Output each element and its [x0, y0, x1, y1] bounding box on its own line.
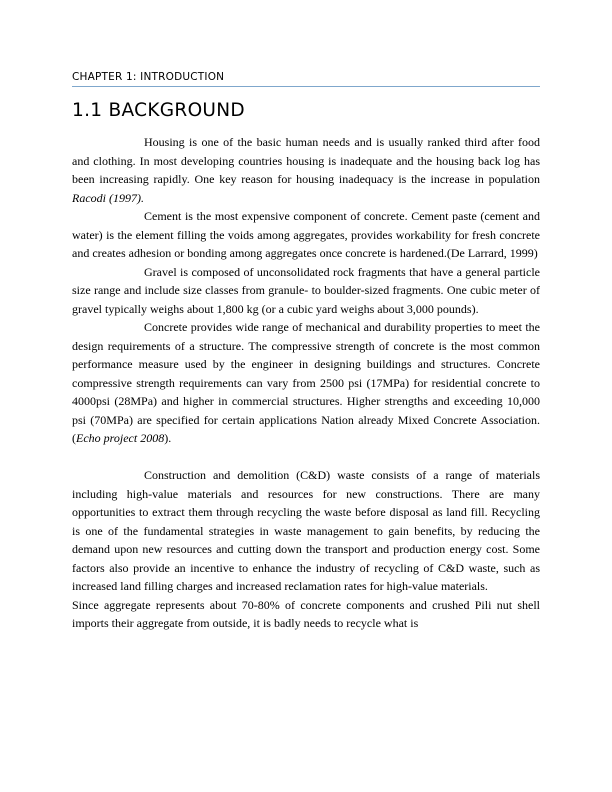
citation-racodi: Racodi (1997). — [72, 190, 144, 205]
chapter-label: CHAPTER 1: INTRODUCTION — [72, 71, 225, 83]
paragraph-housing-text: Housing is one of the basic human needs and is usually ranked third after food and clothing. In most developing countries housing is inadequate and the housing back log has been increasing rapidly. One key reason for housing inadequacy is the increase in population — [72, 135, 540, 186]
paragraph-concrete-text: Concrete provides wide range of mechanical and durability properties to meet the design requirements of a structure. The compressive strength of concrete is the most common performance measure used by the engineer in designing buildings and structures. Concrete compressive strength requirements can vary from 2500 psi (17MPa) for residential concrete to 4000psi (28MPa) and higher in commercial structures. Higher strengths and exceeding 10,000 psi (70MPa) are specified for certain applications Nation already Mixed Concrete Association. ( — [72, 320, 540, 445]
section-title: 1.1 BACKGROUND — [72, 100, 245, 121]
paragraph-gap — [72, 448, 540, 467]
paragraph-cd-waste: Construction and demolition (C&D) waste consists of a range of materials including high-value materials and resources for new constructions. There are many opportunities to extract them through recycling the waste before disposal as land fill. Recycling is one of the fundamental strategies in waste management to gain benefits, by reducing the demand upon new resources and cutting down the transport and production energy cost. Some factors also provide an incentive to enhance the industry of recycling of C&D waste, such as increased land filling charges and increased reclamation rates for high-value materials. — [72, 468, 540, 593]
paragraph-concrete-tail: ). — [164, 431, 172, 445]
chapter-header — [72, 71, 540, 87]
paragraph-gravel: Gravel is composed of unconsolidated rock fragments that have a general particle size range and include size classes from granule- to boulder-sized fragments. One cubic meter of gravel typically weighs about 1,800 kg (or a cubic yard weighs about 3,000 pounds). — [72, 264, 540, 316]
citation-echo-project: Echo project 2008 — [76, 431, 165, 445]
paragraph-concrete — [72, 318, 540, 448]
paragraph-housing — [72, 133, 540, 207]
paragraph-cement: Cement is the most expensive component of concrete. Cement paste (cement and water) is the element filling the voids among aggregates, provides workability for fresh concrete and creates adhesion or bonding among aggregates once concrete is hardened.(De Larrard, 1999) — [72, 209, 540, 260]
paragraph-aggregate: Since aggregate represents about 70-80% of concrete components and crushed Pili nut shell imports their aggregate from outside, it is badly needs to recycle what is — [72, 597, 540, 630]
body-text — [72, 133, 540, 633]
